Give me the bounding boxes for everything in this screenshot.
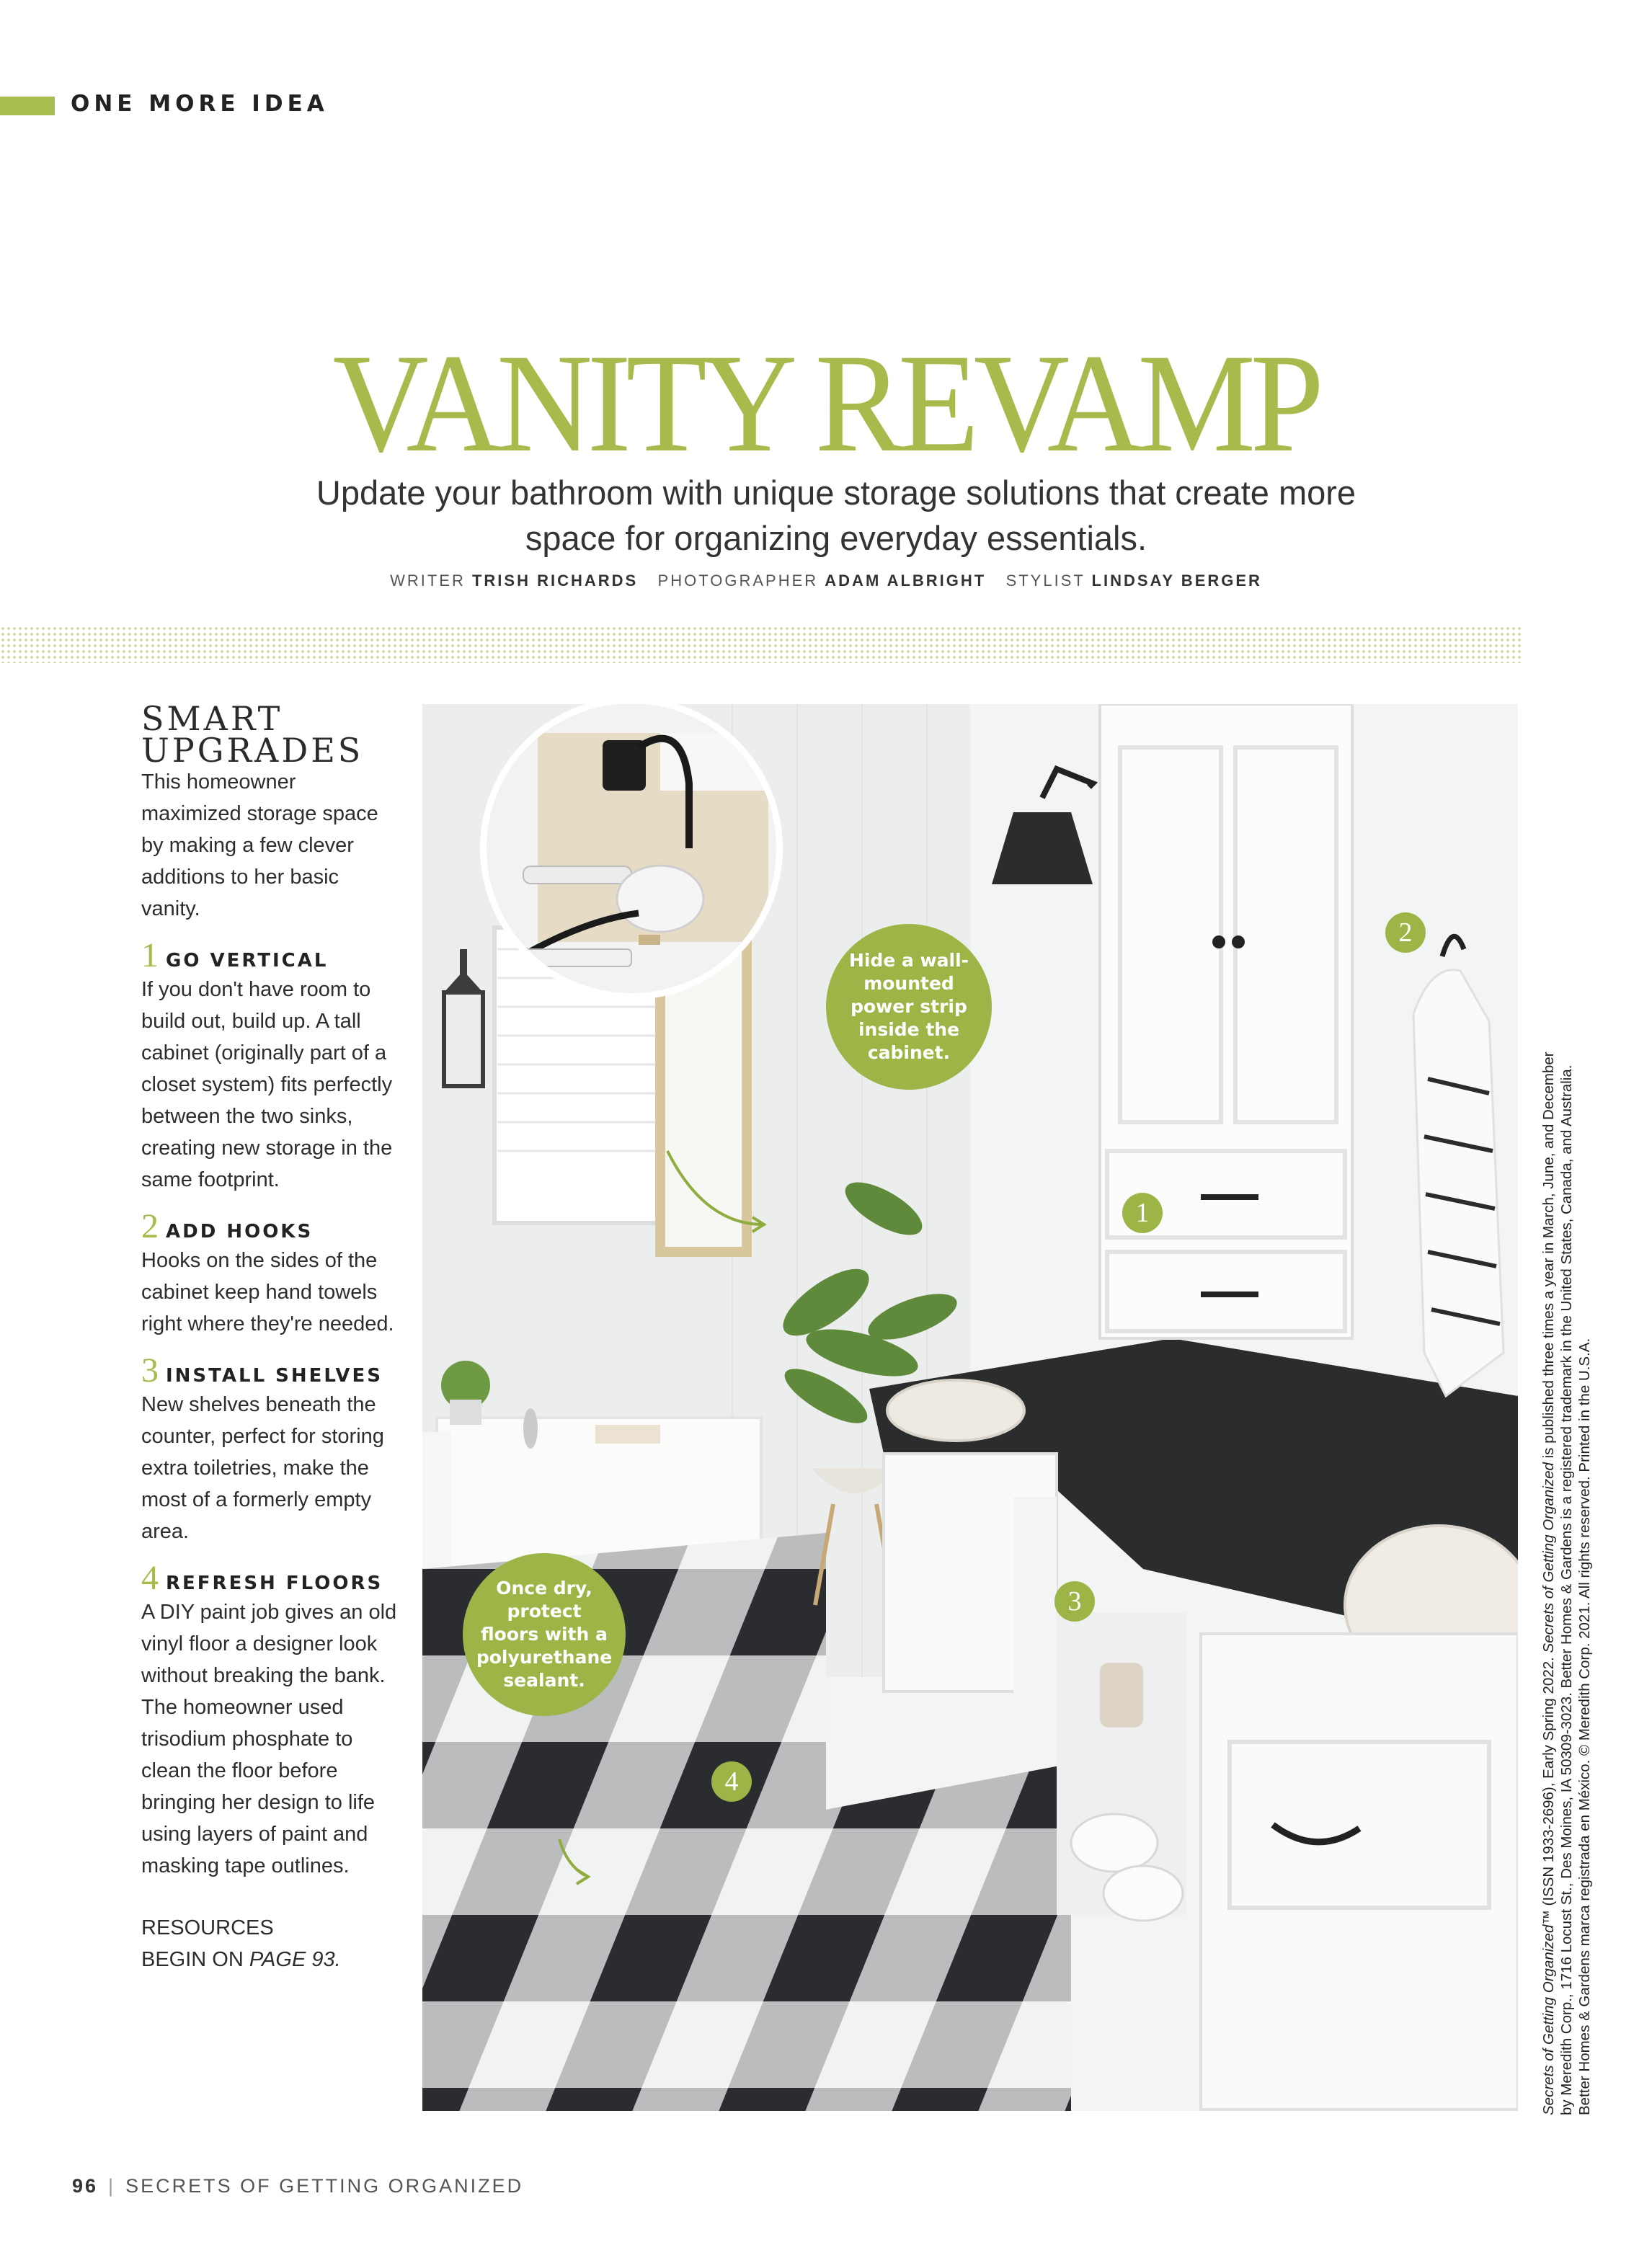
legal-line1-end: is published three times a year in March, June, and December bbox=[1540, 1052, 1557, 1463]
step-number: 2 bbox=[141, 1207, 159, 1245]
step-badge: 4 bbox=[711, 1761, 752, 1802]
credits-line bbox=[0, 572, 1652, 590]
step-number: 3 bbox=[141, 1351, 159, 1390]
step-body: A DIY paint job gives an old vinyl floor a designer look without breaking the bank. The homeowner used trisodium phosphate to clean the floor before bringing her design to life using layers of paint and masking tape outlines. bbox=[141, 1601, 397, 1877]
step-title: REFRESH FLOORS bbox=[166, 1573, 383, 1594]
dotted-divider bbox=[0, 626, 1521, 663]
credit-name: TRISH RICHARDS bbox=[471, 572, 639, 590]
step-title: GO VERTICAL bbox=[166, 950, 329, 972]
section-label: ONE MORE IDEA bbox=[71, 91, 329, 117]
credit-role: STYLIST bbox=[1005, 572, 1085, 590]
credit-role: WRITER bbox=[390, 572, 466, 590]
step-item bbox=[141, 1560, 401, 1882]
credit-role: PHOTOGRAPHER bbox=[657, 572, 819, 590]
step-number: 1 bbox=[141, 936, 159, 974]
step-body: Hooks on the sides of the cabinet keep hand towels right where they're needed. bbox=[141, 1249, 394, 1335]
credit-name: LINDSAY BERGER bbox=[1091, 572, 1262, 590]
page-title-text: VANITY REVAMP bbox=[333, 325, 1319, 481]
step-badge: 1 bbox=[1122, 1193, 1163, 1233]
legal-line-1 bbox=[1540, 948, 1558, 2115]
credit-name: ADAM ALBRIGHT bbox=[825, 572, 987, 590]
sidebar-intro: This homeowner maximized storage space by making a few clever additions to her basic vanity. bbox=[141, 770, 378, 920]
resources-note bbox=[141, 1912, 401, 1975]
folio-separator: | bbox=[108, 2175, 116, 2197]
resources-line1: RESOURCES bbox=[141, 1916, 274, 1939]
legal-line-2: by Meredith Corp., 1716 Locust St., Des Moines, IA 50309-3023. Better Homes & Gardens is a registered trademark in the United States, Canada, and Australia. bbox=[1558, 1064, 1575, 2115]
step-item bbox=[141, 938, 401, 1196]
sidebar-column bbox=[141, 699, 401, 1975]
section-color-bar bbox=[0, 97, 55, 115]
bathroom-photo-illustration bbox=[422, 704, 1518, 2111]
step-badge: 3 bbox=[1054, 1581, 1095, 1622]
step-item bbox=[141, 1209, 401, 1340]
resources-line2-prefix: BEGIN ON bbox=[141, 1948, 249, 1971]
callout-power-strip: Hide a wall-mounted power strip inside the cabinet. bbox=[826, 924, 992, 1090]
page-folio bbox=[72, 2175, 523, 2197]
resources-page-ref: PAGE 93. bbox=[249, 1948, 341, 1971]
step-title: ADD HOOKS bbox=[166, 1221, 314, 1242]
step-body: New shelves beneath the counter, perfect for storing extra toiletries, make the most of a formerly empty area. bbox=[141, 1393, 384, 1543]
legal-line1-rest: ™ (ISSN 1933-2696), Early Spring 2022. bbox=[1540, 1653, 1557, 1925]
sidebar-title bbox=[141, 699, 401, 770]
step-number: 4 bbox=[141, 1559, 159, 1597]
step-title: INSTALL SHELVES bbox=[166, 1365, 383, 1387]
page-subtitle: Update your bathroom with unique storage solutions that create more space for organizing everyday essentials. bbox=[316, 474, 1356, 557]
page-title bbox=[0, 325, 1652, 481]
legal-line-3: Better Homes & Gardens marca registrada en México. © Meredith Corp. 2021. All rights reserved. Printed in the U.S.A. bbox=[1576, 1338, 1593, 2115]
step-item bbox=[141, 1353, 401, 1547]
page-number: 96 bbox=[72, 2175, 99, 2197]
sidebar-title-line1: SMART bbox=[141, 699, 283, 738]
step-badge: 2 bbox=[1385, 912, 1426, 953]
magazine-name: SECRETS OF GETTING ORGANIZED bbox=[125, 2175, 524, 2197]
legal-notice bbox=[1540, 948, 1594, 2115]
sidebar-title-line2: UPGRADES bbox=[141, 731, 364, 770]
step-body: If you don't have room to build out, build up. A tall cabinet (originally part of a closet system) fits perfectly between the two sinks, creating new storage in the same footprint. bbox=[141, 978, 393, 1191]
bathroom-photo bbox=[422, 704, 1518, 2111]
legal-pub-title: Secrets of Getting Organized bbox=[1540, 1924, 1557, 2115]
legal-pub-title-2: Secrets of Getting Organized bbox=[1540, 1462, 1557, 1653]
callout-floor-sealant: Once dry, protect floors with a polyurethane sealant. bbox=[463, 1553, 626, 1716]
